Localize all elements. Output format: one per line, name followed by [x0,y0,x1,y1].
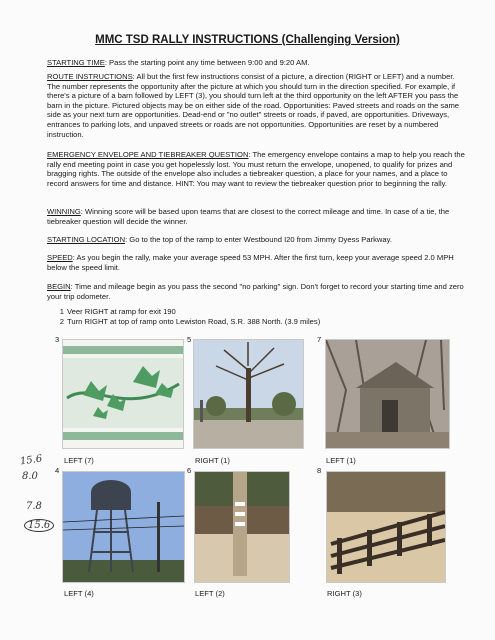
photo-number: 6 [187,466,192,475]
route-step [57,307,320,317]
handwritten-notes [18,455,60,537]
route-step [57,317,320,327]
starting-time-paragraph [47,58,465,68]
route-instructions-heading: ROUTE INSTRUCTIONS [47,72,133,81]
photo-caption: RIGHT (3) [327,589,362,598]
starting-location-text: : Go to the top of the ramp to enter Westbound I20 from Jimmy Dyess Parkway. [125,235,392,244]
photo-caption: RIGHT (1) [195,456,230,465]
route-steps [57,307,320,326]
photo-number: 5 [187,335,192,344]
photo-fence [326,471,446,583]
step-number: 2 [59,316,64,326]
photo-number: 3 [55,335,60,344]
photo-wooden-post [194,471,290,583]
handwritten-note: 7.8 [26,501,42,512]
starting-time-text: : Pass the starting point any time between 9:00 and 9:20 AM. [104,58,310,67]
photo-tree-lot [193,339,304,449]
photo-caption: LEFT (2) [195,589,225,598]
starting-time-heading: STARTING TIME [47,58,105,67]
photo-number: 4 [55,466,60,475]
step-text: Veer RIGHT at ramp for exit 190 [67,307,176,316]
photo-leaf-sign [62,339,184,449]
handwritten-note: 15.6 [19,453,43,468]
step-text: Turn RIGHT at top of ramp onto Lewiston Road, S.R. 388 North. (3.9 miles) [67,316,321,326]
photo-caption: LEFT (4) [64,589,94,598]
envelope-text: : The emergency envelope contains a map to help you reach the rally end meeting point in case you get hopelessly lost. You must return the envelope, unopened, to qualify for prizes and bragging rights. The outside of the envelope also includes a tiebreaker question, a place for your names, and a place to record answers for time and distance. HINT: You may want to review the tiebreaker question prior to beginning the rally. [47,150,465,188]
envelope-heading: EMERGENCY ENVELOPE AND TIEBREAKER QUESTION [47,150,249,159]
starting-location-heading: STARTING LOCATION [47,235,126,244]
photo-number: 7 [317,335,322,344]
speed-text: : As you begin the rally, make your average speed 53 MPH. After the first turn, keep your average speed 2.0 MPH below the speed limit. [47,253,454,272]
route-instructions-text: : All but the first few instructions consist of a picture, a direction (RIGHT or LEFT) and a number. The number represents the opportunity after the picture at which you should turn in the direction specified. For example, if there's a picture of a barn followed by LEFT (3), you should turn left at the third opportunity on the left AFTER you pass the barn in the picture. Pictured objects may be on either side of the road. Opportunities: Paved streets and roads on the same side as your next turn are opportunities. Dead-end or "no outlet" streets or roads, if paved, are opportunities. Driveways, entrances to parking lots, and unpaved streets or roads are not opportunities. Opportunities are reset by a numbered instruction. [47,72,459,139]
route-instructions-paragraph [47,72,465,139]
speed-paragraph [47,253,465,272]
begin-paragraph [47,282,465,301]
envelope-paragraph [47,150,465,188]
photo-caption: LEFT (1) [326,456,356,465]
winning-text: : Winning score will be based upon teams that are closest to the correct mileage and time. In case of a tie, the tiebreaker question will decide the winner. [47,207,450,226]
photo-water-tower [62,471,185,583]
speed-heading: SPEED [47,253,73,262]
photo-caption: LEFT (7) [64,456,94,465]
winning-heading: WINNING [47,207,81,216]
starting-location-paragraph [47,235,465,245]
photo-old-barn [325,339,450,449]
winning-paragraph [47,207,465,226]
document-title: MMC TSD RALLY INSTRUCTIONS (Challenging Version) [95,34,400,46]
step-number: 1 [59,307,64,316]
begin-text: : Time and mileage begin as you pass the second "no parking" sign. Don't forget to record your starting time and zero your trip odometer. [47,282,464,301]
handwritten-note: 8.0 [22,471,38,482]
handwritten-note: 15.6 [24,519,54,532]
photo-number: 8 [317,466,322,475]
begin-heading: BEGIN [47,282,71,291]
